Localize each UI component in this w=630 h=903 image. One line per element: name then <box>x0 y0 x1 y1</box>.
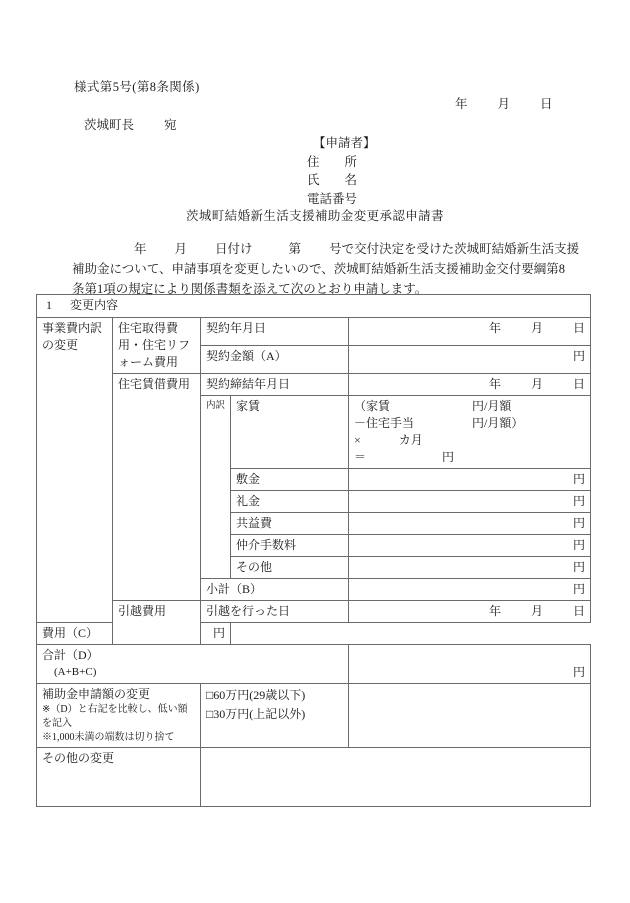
intro-go: 号で交付決定を受けた茨城町結婚新生活支援 <box>329 242 580 256</box>
value-common-fee[interactable] <box>349 513 591 535</box>
other-changes-label: その他の変更 <box>37 748 201 807</box>
addressee-line <box>84 115 177 133</box>
item-brokerage-fee: 仲介手数料 <box>231 535 349 557</box>
item-key-money: 礼金 <box>231 491 349 513</box>
section-number: 1 <box>46 298 52 312</box>
rent-calc-line3-op: × <box>354 433 361 447</box>
header-date-line <box>455 94 553 112</box>
intro-day: 日付け <box>215 242 253 256</box>
yen-unit: 円 <box>212 626 225 640</box>
applicant-block <box>307 134 376 208</box>
rent-calc-line2-label: －住宅手当 <box>354 416 415 430</box>
table-row <box>37 601 591 623</box>
table-row <box>37 318 591 346</box>
table-row <box>37 374 591 396</box>
ymd-year: 年 <box>489 377 502 391</box>
uchiwake-label: 内訳 <box>201 396 231 579</box>
yen-unit: 円 <box>573 349 586 363</box>
value-subtotal-b[interactable] <box>349 579 591 601</box>
yen-unit: 円 <box>573 560 586 574</box>
rent-calc-line3-unit: カ月 <box>398 433 423 447</box>
form-code: 様式第5号(第8条関係) <box>74 80 200 94</box>
rent-calc-line1-unit: 円/月額 <box>472 399 512 413</box>
subsidy-change-label-cell <box>37 684 201 748</box>
addressee-suffix: 宛 <box>164 118 177 132</box>
header-date-day: 日 <box>540 97 553 111</box>
subsidy-amount-input[interactable] <box>349 684 591 748</box>
ymd-year: 年 <box>489 604 502 618</box>
subsidy-option-1[interactable]: □60万円(29歳以下) <box>206 688 306 702</box>
item-rent: 家賃 <box>231 396 349 469</box>
document-title: 茨城町結婚新生活支援補助金変更承認申請書 <box>185 209 444 223</box>
value-rent-calculation[interactable] <box>349 396 591 469</box>
subsidy-note-1: ※（D）と右記を比較し、低い額を記入 <box>42 704 188 729</box>
table-row <box>37 623 591 645</box>
total-d-formula: (A+B+C) <box>54 666 97 678</box>
category-purchase-reform: 住宅取得費用・住宅リフォーム費用 <box>113 318 201 374</box>
applicant-title: 【申請者】 <box>313 136 376 150</box>
other-changes-input[interactable] <box>201 748 591 807</box>
intro-no: 第 <box>288 242 302 256</box>
table-row <box>37 684 591 748</box>
table-row <box>37 748 591 807</box>
table-row <box>37 645 591 684</box>
ymd-year: 年 <box>489 321 502 335</box>
item-rental-contract-date: 契約締結年月日 <box>201 374 349 396</box>
yen-unit: 円 <box>573 516 586 530</box>
intro-month: 月 <box>174 242 188 256</box>
item-contract-amount: 契約金額（A） <box>201 346 349 374</box>
item-subtotal-b: 小計（B） <box>201 579 349 601</box>
ymd-day: 日 <box>573 321 586 335</box>
item-deposit: 敷金 <box>231 469 349 491</box>
yen-unit: 円 <box>573 494 586 508</box>
applicant-name-label: 氏 名 <box>307 173 358 187</box>
section-title: 変更内容 <box>70 298 119 312</box>
change-content-table <box>36 294 591 807</box>
subsidy-options-cell <box>201 684 349 748</box>
yen-unit: 円 <box>573 472 586 486</box>
value-contract-amount[interactable] <box>349 346 591 374</box>
subsidy-option-2[interactable]: □30万円(上記以外) <box>206 707 306 721</box>
header-date-month: 月 <box>497 97 511 111</box>
category-rental: 住宅賃借費用 <box>113 374 201 601</box>
yen-unit: 円 <box>573 665 586 679</box>
ymd-month: 月 <box>531 321 544 335</box>
ymd-month: 月 <box>531 604 544 618</box>
total-d-label: 合計（D） <box>42 648 99 662</box>
item-total-d <box>37 645 349 684</box>
rent-calc-line1-label: （家賃 <box>354 399 391 413</box>
item-other: その他 <box>231 557 349 579</box>
value-moving-cost-c[interactable] <box>201 623 231 645</box>
intro-year: 年 <box>134 242 147 256</box>
value-contract-date[interactable] <box>349 318 591 346</box>
value-other[interactable] <box>349 557 591 579</box>
addressee-name: 茨城町長 <box>84 118 135 132</box>
value-moving-date[interactable] <box>349 601 591 623</box>
item-moving-date: 引越を行った日 <box>201 601 349 623</box>
rent-calc-line4-op: ＝ <box>354 450 367 464</box>
intro-paragraph <box>72 239 580 299</box>
value-total-d[interactable] <box>349 645 591 684</box>
value-rental-contract-date[interactable] <box>349 374 591 396</box>
ymd-month: 月 <box>531 377 544 391</box>
subsidy-change-label: 補助金申請額の変更 <box>42 687 151 701</box>
value-brokerage-fee[interactable] <box>349 535 591 557</box>
item-moving-cost-c: 費用（C） <box>37 623 201 645</box>
ymd-day: 日 <box>573 377 586 391</box>
item-contract-date: 契約年月日 <box>201 318 349 346</box>
yen-unit: 円 <box>573 582 586 596</box>
applicant-phone-label: 電話番号 <box>307 191 358 206</box>
applicant-address-label: 住 所 <box>307 154 358 169</box>
expense-breakdown-label: 事業費内訳の変更 <box>37 318 113 623</box>
section-header-cell <box>37 295 591 318</box>
subsidy-note-2: ※1,000未満の端数は切り捨て <box>42 732 175 743</box>
rent-calc-line2-unit: 円/月額） <box>472 416 524 430</box>
intro-line-2: 補助金について、申請事項を変更したいので、茨城町結婚新生活支援補助金交付要綱第8 <box>72 262 566 276</box>
item-common-fee: 共益費 <box>231 513 349 535</box>
rent-calc-line4-unit: 円 <box>442 450 455 464</box>
intro-line-3: 条第1項の規定により関係書類を添えて次のとおり申請します。 <box>72 282 428 296</box>
value-deposit[interactable] <box>349 469 591 491</box>
ymd-day: 日 <box>573 604 586 618</box>
yen-unit: 円 <box>573 538 586 552</box>
table-row <box>37 295 591 318</box>
value-key-money[interactable] <box>349 491 591 513</box>
category-moving: 引越費用 <box>113 601 201 645</box>
header-date-year: 年 <box>455 97 468 111</box>
